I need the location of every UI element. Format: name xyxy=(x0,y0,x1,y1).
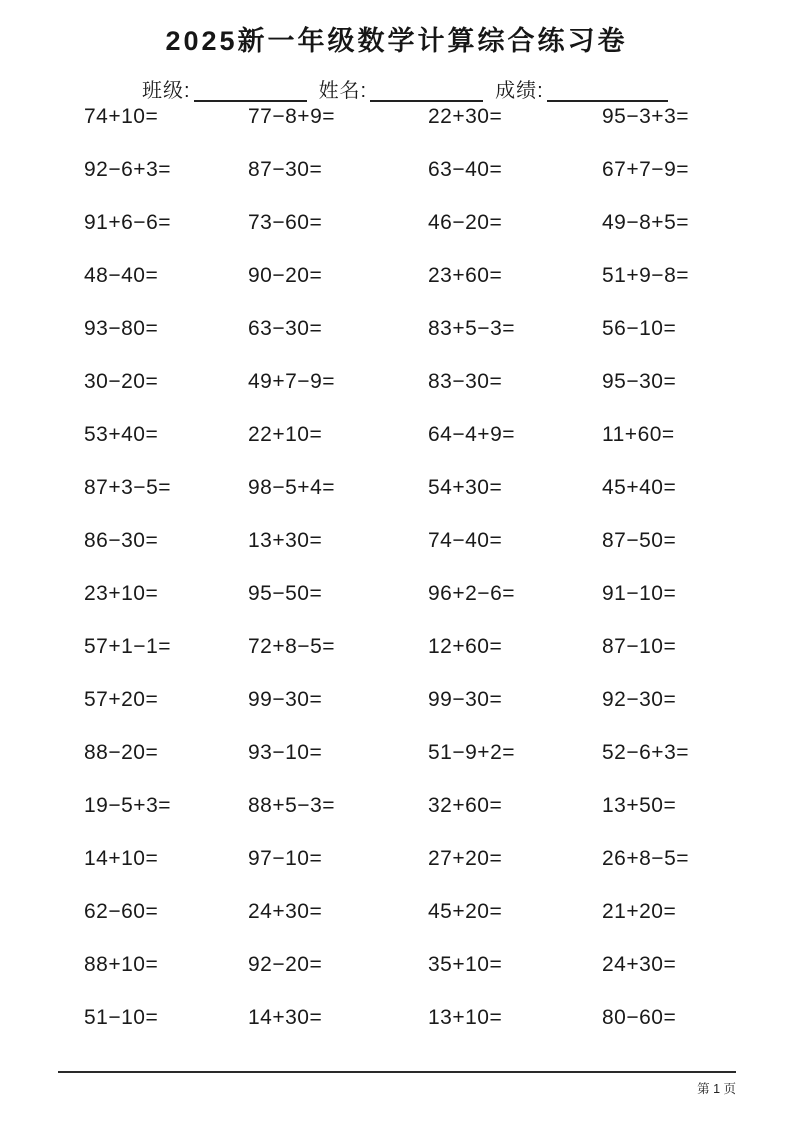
problem-cell: 87−30= xyxy=(248,158,323,181)
problem-cell: 53+40= xyxy=(84,423,159,446)
student-info-row xyxy=(142,74,668,103)
problem-cell: 67+7−9= xyxy=(602,158,690,181)
problem-cell: 87−10= xyxy=(602,635,677,658)
problem-cell: 11+60= xyxy=(602,423,675,446)
problem-cell: 63−30= xyxy=(248,317,323,340)
score-label: 成绩: xyxy=(495,80,544,102)
problem-cell: 87+3−5= xyxy=(84,476,172,499)
problem-cell: 22+30= xyxy=(428,105,503,128)
name-blank-line xyxy=(370,99,483,102)
problem-cell: 57+1−1= xyxy=(84,635,172,658)
problem-cell: 93−10= xyxy=(248,741,323,764)
problem-cell: 93−80= xyxy=(84,317,159,340)
problem-cell: 24+30= xyxy=(602,953,677,976)
problem-cell: 63−40= xyxy=(428,158,503,181)
problem-cell: 86−30= xyxy=(84,529,159,552)
problem-cell: 95−3+3= xyxy=(602,105,690,128)
problem-cell: 49−8+5= xyxy=(602,211,690,234)
problem-cell: 23+10= xyxy=(84,582,159,605)
score-blank-line xyxy=(547,99,668,102)
problem-cell: 32+60= xyxy=(428,794,503,817)
problem-cell: 88+5−3= xyxy=(248,794,336,817)
problem-cell: 54+30= xyxy=(428,476,503,499)
problem-cell: 80−60= xyxy=(602,1006,677,1029)
problem-cell: 98−5+4= xyxy=(248,476,336,499)
problem-cell: 45+40= xyxy=(602,476,677,499)
problem-cell: 57+20= xyxy=(84,688,159,711)
problem-cell: 91−10= xyxy=(602,582,677,605)
problem-cell: 74+10= xyxy=(84,105,159,128)
problem-cell: 12+60= xyxy=(428,635,503,658)
problem-cell: 13+50= xyxy=(602,794,677,817)
worksheet-title: 2025新一年级数学计算综合练习卷 xyxy=(165,26,628,56)
problem-cell: 13+30= xyxy=(248,529,323,552)
name-label: 姓名: xyxy=(318,80,368,102)
problem-cell: 92−6+3= xyxy=(84,158,172,181)
footer-divider xyxy=(58,1071,736,1073)
problem-cell: 88−20= xyxy=(84,741,159,764)
page-number: 第 1 页 xyxy=(697,1082,736,1096)
problem-cell: 92−30= xyxy=(602,688,677,711)
problem-cell: 95−50= xyxy=(248,582,323,605)
problem-cell: 30−20= xyxy=(84,370,159,393)
problem-cell: 90−20= xyxy=(248,264,323,287)
problem-cell: 23+60= xyxy=(428,264,503,287)
problem-cell: 24+30= xyxy=(248,900,323,923)
problem-cell: 99−30= xyxy=(248,688,323,711)
problem-cell: 45+20= xyxy=(428,900,503,923)
class-label: 班级: xyxy=(142,80,191,102)
problem-cell: 87−50= xyxy=(602,529,677,552)
problem-cell: 74−40= xyxy=(428,529,503,552)
class-blank-line xyxy=(194,99,307,102)
problem-cell: 51−10= xyxy=(84,1006,159,1029)
problem-cell: 88+10= xyxy=(84,953,159,976)
problem-cell: 97−10= xyxy=(248,847,323,870)
problem-cell: 46−20= xyxy=(428,211,503,234)
problem-cell: 14+30= xyxy=(248,1006,323,1029)
problem-cell: 19−5+3= xyxy=(84,794,172,817)
problem-cell: 49+7−9= xyxy=(248,370,336,393)
problems-grid xyxy=(84,103,793,1057)
problem-cell: 96+2−6= xyxy=(428,582,516,605)
problem-cell: 48−40= xyxy=(84,264,159,287)
problem-cell: 26+8−5= xyxy=(602,847,690,870)
problem-cell: 92−20= xyxy=(248,953,323,976)
problem-cell: 51−9+2= xyxy=(428,741,516,764)
problem-cell: 83−30= xyxy=(428,370,503,393)
problem-cell: 35+10= xyxy=(428,953,503,976)
problem-cell: 83+5−3= xyxy=(428,317,516,340)
problem-cell: 22+10= xyxy=(248,423,323,446)
problem-cell: 95−30= xyxy=(602,370,677,393)
problem-cell: 27+20= xyxy=(428,847,503,870)
problem-cell: 14+10= xyxy=(84,847,159,870)
problem-cell: 73−60= xyxy=(248,211,323,234)
problem-cell: 52−6+3= xyxy=(602,741,690,764)
problem-cell: 99−30= xyxy=(428,688,503,711)
problem-cell: 64−4+9= xyxy=(428,423,516,446)
problem-cell: 21+20= xyxy=(602,900,677,923)
problem-cell: 13+10= xyxy=(428,1006,503,1029)
problem-cell: 51+9−8= xyxy=(602,264,690,287)
problem-cell: 56−10= xyxy=(602,317,677,340)
problem-cell: 77−8+9= xyxy=(248,105,336,128)
problem-cell: 72+8−5= xyxy=(248,635,336,658)
problem-cell: 62−60= xyxy=(84,900,159,923)
problem-cell: 91+6−6= xyxy=(84,211,172,234)
